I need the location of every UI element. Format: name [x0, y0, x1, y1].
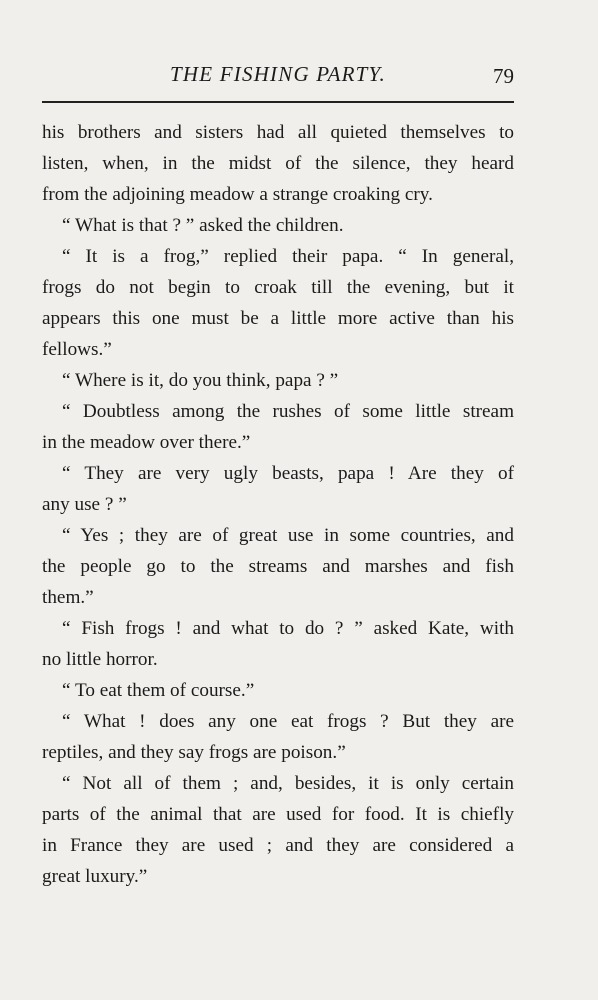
page-number: 79	[493, 64, 514, 88]
running-head	[42, 58, 514, 94]
text-line: the people go to the streams and marshes and fish	[42, 556, 514, 577]
text-line: “ What is that ? ” asked the children.	[62, 215, 344, 236]
header-rule	[42, 101, 514, 103]
text-line: “ Fish frogs ! and what to do ? ” asked Kate, with	[62, 618, 514, 639]
running-title: THE FISHING PARTY.	[170, 62, 386, 86]
body-text	[42, 117, 514, 892]
text-line: in France they are used ; and they are considered a	[42, 835, 514, 856]
text-line: no little horror.	[42, 649, 158, 670]
text-line: great luxury.”	[42, 866, 148, 887]
text-line: “ They are very ugly beasts, papa ! Are they of	[62, 463, 514, 484]
text-line: reptiles, and they say frogs are poison.”	[42, 742, 346, 763]
text-line: “ To eat them of course.”	[62, 680, 255, 701]
text-line: any use ? ”	[42, 494, 127, 515]
text-line: “ Where is it, do you think, papa ? ”	[62, 370, 339, 391]
text-line: frogs do not begin to croak till the evening, but it	[42, 277, 514, 298]
text-line: his brothers and sisters had all quieted themselves to	[42, 122, 514, 143]
text-line: from the adjoining meadow a strange croaking cry.	[42, 184, 433, 205]
text-line: parts of the animal that are used for food. It is chiefly	[42, 804, 514, 825]
text-line: in the meadow over there.”	[42, 432, 251, 453]
text-line: appears this one must be a little more active than his	[42, 308, 514, 329]
text-line: “ Yes ; they are of great use in some countries, and	[62, 525, 514, 546]
text-line: them.”	[42, 587, 94, 608]
text-line: fellows.”	[42, 339, 112, 360]
text-line: listen, when, in the midst of the silence, they heard	[42, 153, 514, 174]
text-line: “ Not all of them ; and, besides, it is only certain	[62, 773, 514, 794]
text-line: “ Doubtless among the rushes of some little stream	[62, 401, 514, 422]
text-line: “ It is a frog,” replied their papa. “ In general,	[62, 246, 514, 267]
text-line: “ What ! does any one eat frogs ? But they are	[62, 711, 514, 732]
